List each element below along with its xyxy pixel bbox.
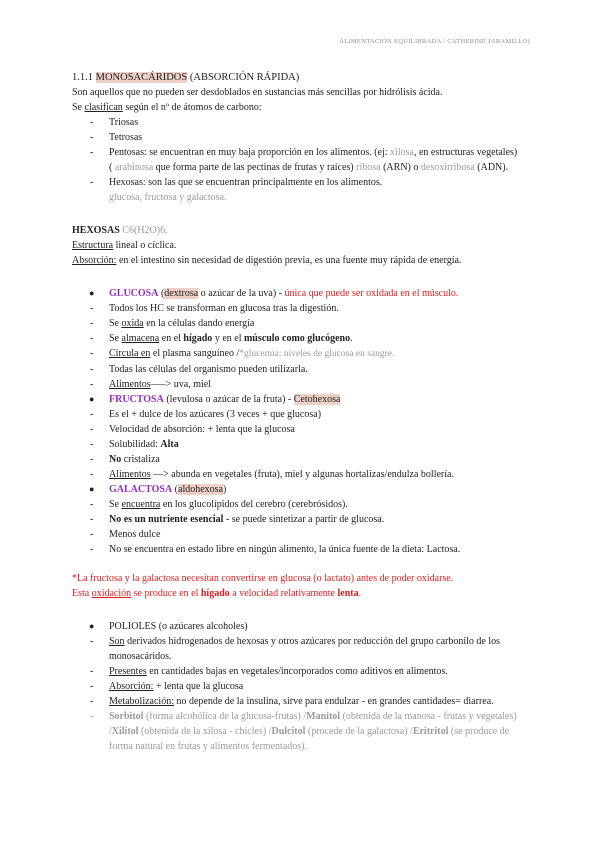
list-item: - Se almacena en el hígado y en el músculo como glucógeno. <box>90 333 353 344</box>
list-item: - Solubilidad: Alta <box>90 439 179 450</box>
list-item: - Pentosas: se encuentran en muy baja proporción en los alimentos. (ej: xilosa, en estructuras vegetales) ( arabinosa que forma parte de las pectinas de frutas y raíces) ribosa (ARN) o desoxirribosa (ADN). <box>90 147 518 173</box>
list-item: - Alimentos —> abunda en vegetales (fruta), miel y algunas hortalizas/endulza bollería. <box>90 469 454 480</box>
polioles-item: ● POLIOLES (o azúcares alcoholes) <box>89 621 248 632</box>
absorption-line: Absorción: en el intestino sin necesidad de digestión previa, es una fuente muy rápida de energía. <box>72 255 462 266</box>
list-item: - Absorción: + lenta que la glucosa <box>90 681 244 692</box>
list-item: - Metabolización: no depende de la insulina, sirve para endulzar - en grandes cantidades= diarrea. <box>90 696 494 707</box>
running-header: ALIMENTACIÓN EQUILIBRADA / CATHERINE JARAMILLO) <box>339 38 530 45</box>
polioles-list <box>72 619 522 754</box>
list-item: - Presentes en cantidades bajas en vegetales/incorporados como aditivos en alimentos. <box>90 666 448 677</box>
list-item: - No cristaliza <box>90 454 160 465</box>
fructosa-item: ● FRUCTOSA (levulosa o azúcar de la fruta) - Cetohexosa <box>89 394 341 405</box>
list-item: - Menos dulce <box>90 529 161 540</box>
list-item: - No es un nutriente esencial - se puede sintetizar a partir de glucosa. <box>90 514 385 525</box>
list-item: - Es el + dulce de los azúcares (3 veces + que glucosa) <box>90 409 322 420</box>
definition-paragraph: Son aquellos que no pueden ser desdoblados en sustancias más sencillas por hidrólisis ácida. <box>72 87 443 98</box>
galactosa-item: ● GALACTOSA (aldohexosa) <box>89 484 227 495</box>
polyol-examples: - Sorbitol (forma alcohólica de la glucosa-frutas) /Manitol (obtenida de la manosa - frutas y vegetales) /Xilitol (obtenida de la xilosa - chicles) /Dulcitol (procede de la galactosa) /Eritritol (se produce de forma natural en frutas y alimentos fermentados). <box>90 711 517 752</box>
list-item: - Hexosas: son las que se encuentran principalmente en los alimentos. <box>90 177 383 188</box>
list-item: - Son derivados hidrogenados de hexosas y otros azúcares por reducción del grupo carbonilo de los monosacáridos. <box>90 636 501 662</box>
list-item: - Circula en el plasma sanguíneo /*glucemia: niveles de glucosa en sangre. <box>90 348 395 359</box>
list-item: - Triosas <box>90 117 139 128</box>
hexoses-list <box>72 286 522 557</box>
list-item: - Tetrosas <box>90 132 143 143</box>
hexoses-examples: glucosa, fructosa y galactosa. <box>109 192 227 203</box>
classification-list <box>72 115 522 190</box>
list-item: - No se encuentra en estado libre en ningún alimento, la única fuente de la dieta: Lactosa. <box>90 544 461 555</box>
conversion-note: *La fructosa y la galactosa necesitan convertirse en glucosa (o lactato) antes de poder oxidarse. <box>72 573 454 584</box>
list-item: - Todos los HC se transforman en glucosa tras la digestión. <box>90 303 339 314</box>
oxidation-note: Esta oxidación se produce en el hígado a velocidad relativamente lenta. <box>72 588 362 599</box>
section-heading: 1.1.1 MONOSACÁRIDOS (ABSORCIÓN RÁPIDA) <box>72 72 300 83</box>
list-item: - Se encuentra en los glucolípidos del cerebro (cerebrósidos). <box>90 499 348 510</box>
document-body <box>72 70 522 754</box>
heading-title: MONOSACÁRIDOS <box>95 72 188 83</box>
classification-line: Se clasifican según el nº de átomos de carbono: <box>72 102 262 113</box>
hexosas-heading: HEXOSAS C6(H2O)6. <box>72 225 168 236</box>
list-item: - Alimentos—–> uva, miel <box>90 379 212 390</box>
structure-line: Estructura lineal o cíclica. <box>72 240 177 251</box>
glucosa-item: ● GLUCOSA (dextrosa o azúcar de la uva) - única que puede ser oxidada en el músculo. <box>89 288 459 299</box>
list-item: - Se oxida en la células dando energía <box>90 318 255 329</box>
list-item: - Todas las células del organismo pueden utilizarla. <box>90 364 308 375</box>
list-item: - Velocidad de absorción: + lenta que la glucosa <box>90 424 295 435</box>
